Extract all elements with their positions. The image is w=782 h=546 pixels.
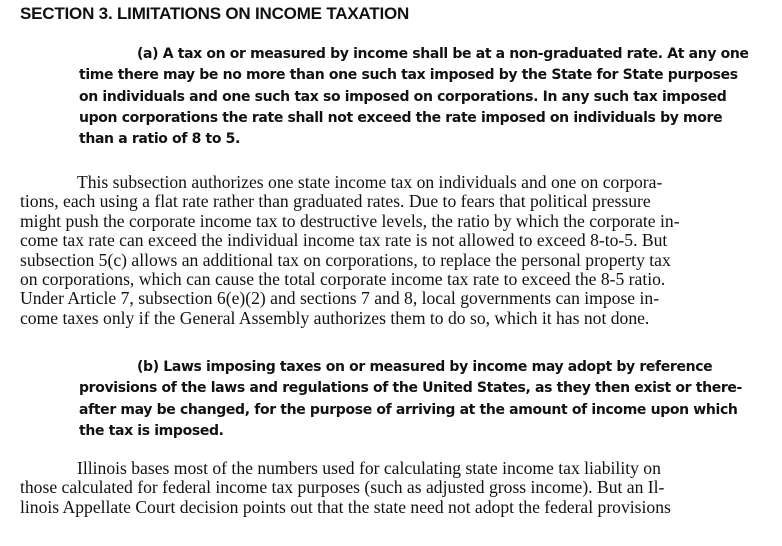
section-heading: SECTION 3. LIMITATIONS ON INCOME TAXATION [20, 4, 410, 23]
commentary-b-paragraph [20, 459, 765, 517]
text-line: on individuals and one such tax so imposed on corporations. In any such tax imposed [79, 88, 727, 105]
subsection-b-text [79, 357, 743, 442]
text-line: the tax is imposed. [79, 422, 224, 439]
text-line: might push the corporate income tax to destructive levels, the ratio by which the corporate in- [20, 210, 680, 231]
text-line: time there may be no more than one such tax imposed by the State for State purposes [79, 67, 738, 84]
text-line: come tax rate can exceed the individual income tax rate is not allowed to exceed 8-to-5. But [20, 230, 668, 251]
text-line: subsection 5(c) allows an additional tax on corporations, to replace the personal property tax [20, 249, 671, 270]
text-line: tions, each using a flat rate rather than graduated rates. Due to fears that political pressure [20, 191, 651, 212]
subsection-a-text [79, 44, 749, 150]
commentary-a-paragraph [20, 173, 765, 328]
text-line: come taxes only if the General Assembly authorizes them to do so, which it has not done. [20, 307, 650, 328]
text-line: on corporations, which can cause the total corporate income tax rate to exceed the 8-5 ratio. [20, 269, 666, 290]
text-line: Under Article 7, subsection 6(e)(2) and sections 7 and 8, local governments can impose in- [20, 288, 660, 309]
text-line: those calculated for federal income tax purposes (such as adjusted gross income). But an Il- [20, 477, 665, 498]
text-line: (a) A tax on or measured by income shall be at a non-graduated rate. At any one [137, 46, 749, 62]
text-line: Illinois bases most of the numbers used for calculating state income tax liability on [77, 458, 661, 478]
text-line: This subsection authorizes one state income tax on individuals and one on corpora- [77, 172, 663, 192]
text-line: provisions of the laws and regulations of the United States, as they then exist or there- [79, 380, 743, 397]
text-line: upon corporations the rate shall not exceed the rate imposed on individuals by more [79, 109, 723, 126]
text-line: linois Appellate Court decision points out that the state need not adopt the federal provisions [20, 496, 671, 517]
text-line: after may be changed, for the purpose of arriving at the amount of income upon which [79, 401, 738, 418]
text-line: (b) Laws imposing taxes on or measured by income may adopt by reference [137, 359, 713, 375]
text-line: than a ratio of 8 to 5. [79, 131, 240, 148]
